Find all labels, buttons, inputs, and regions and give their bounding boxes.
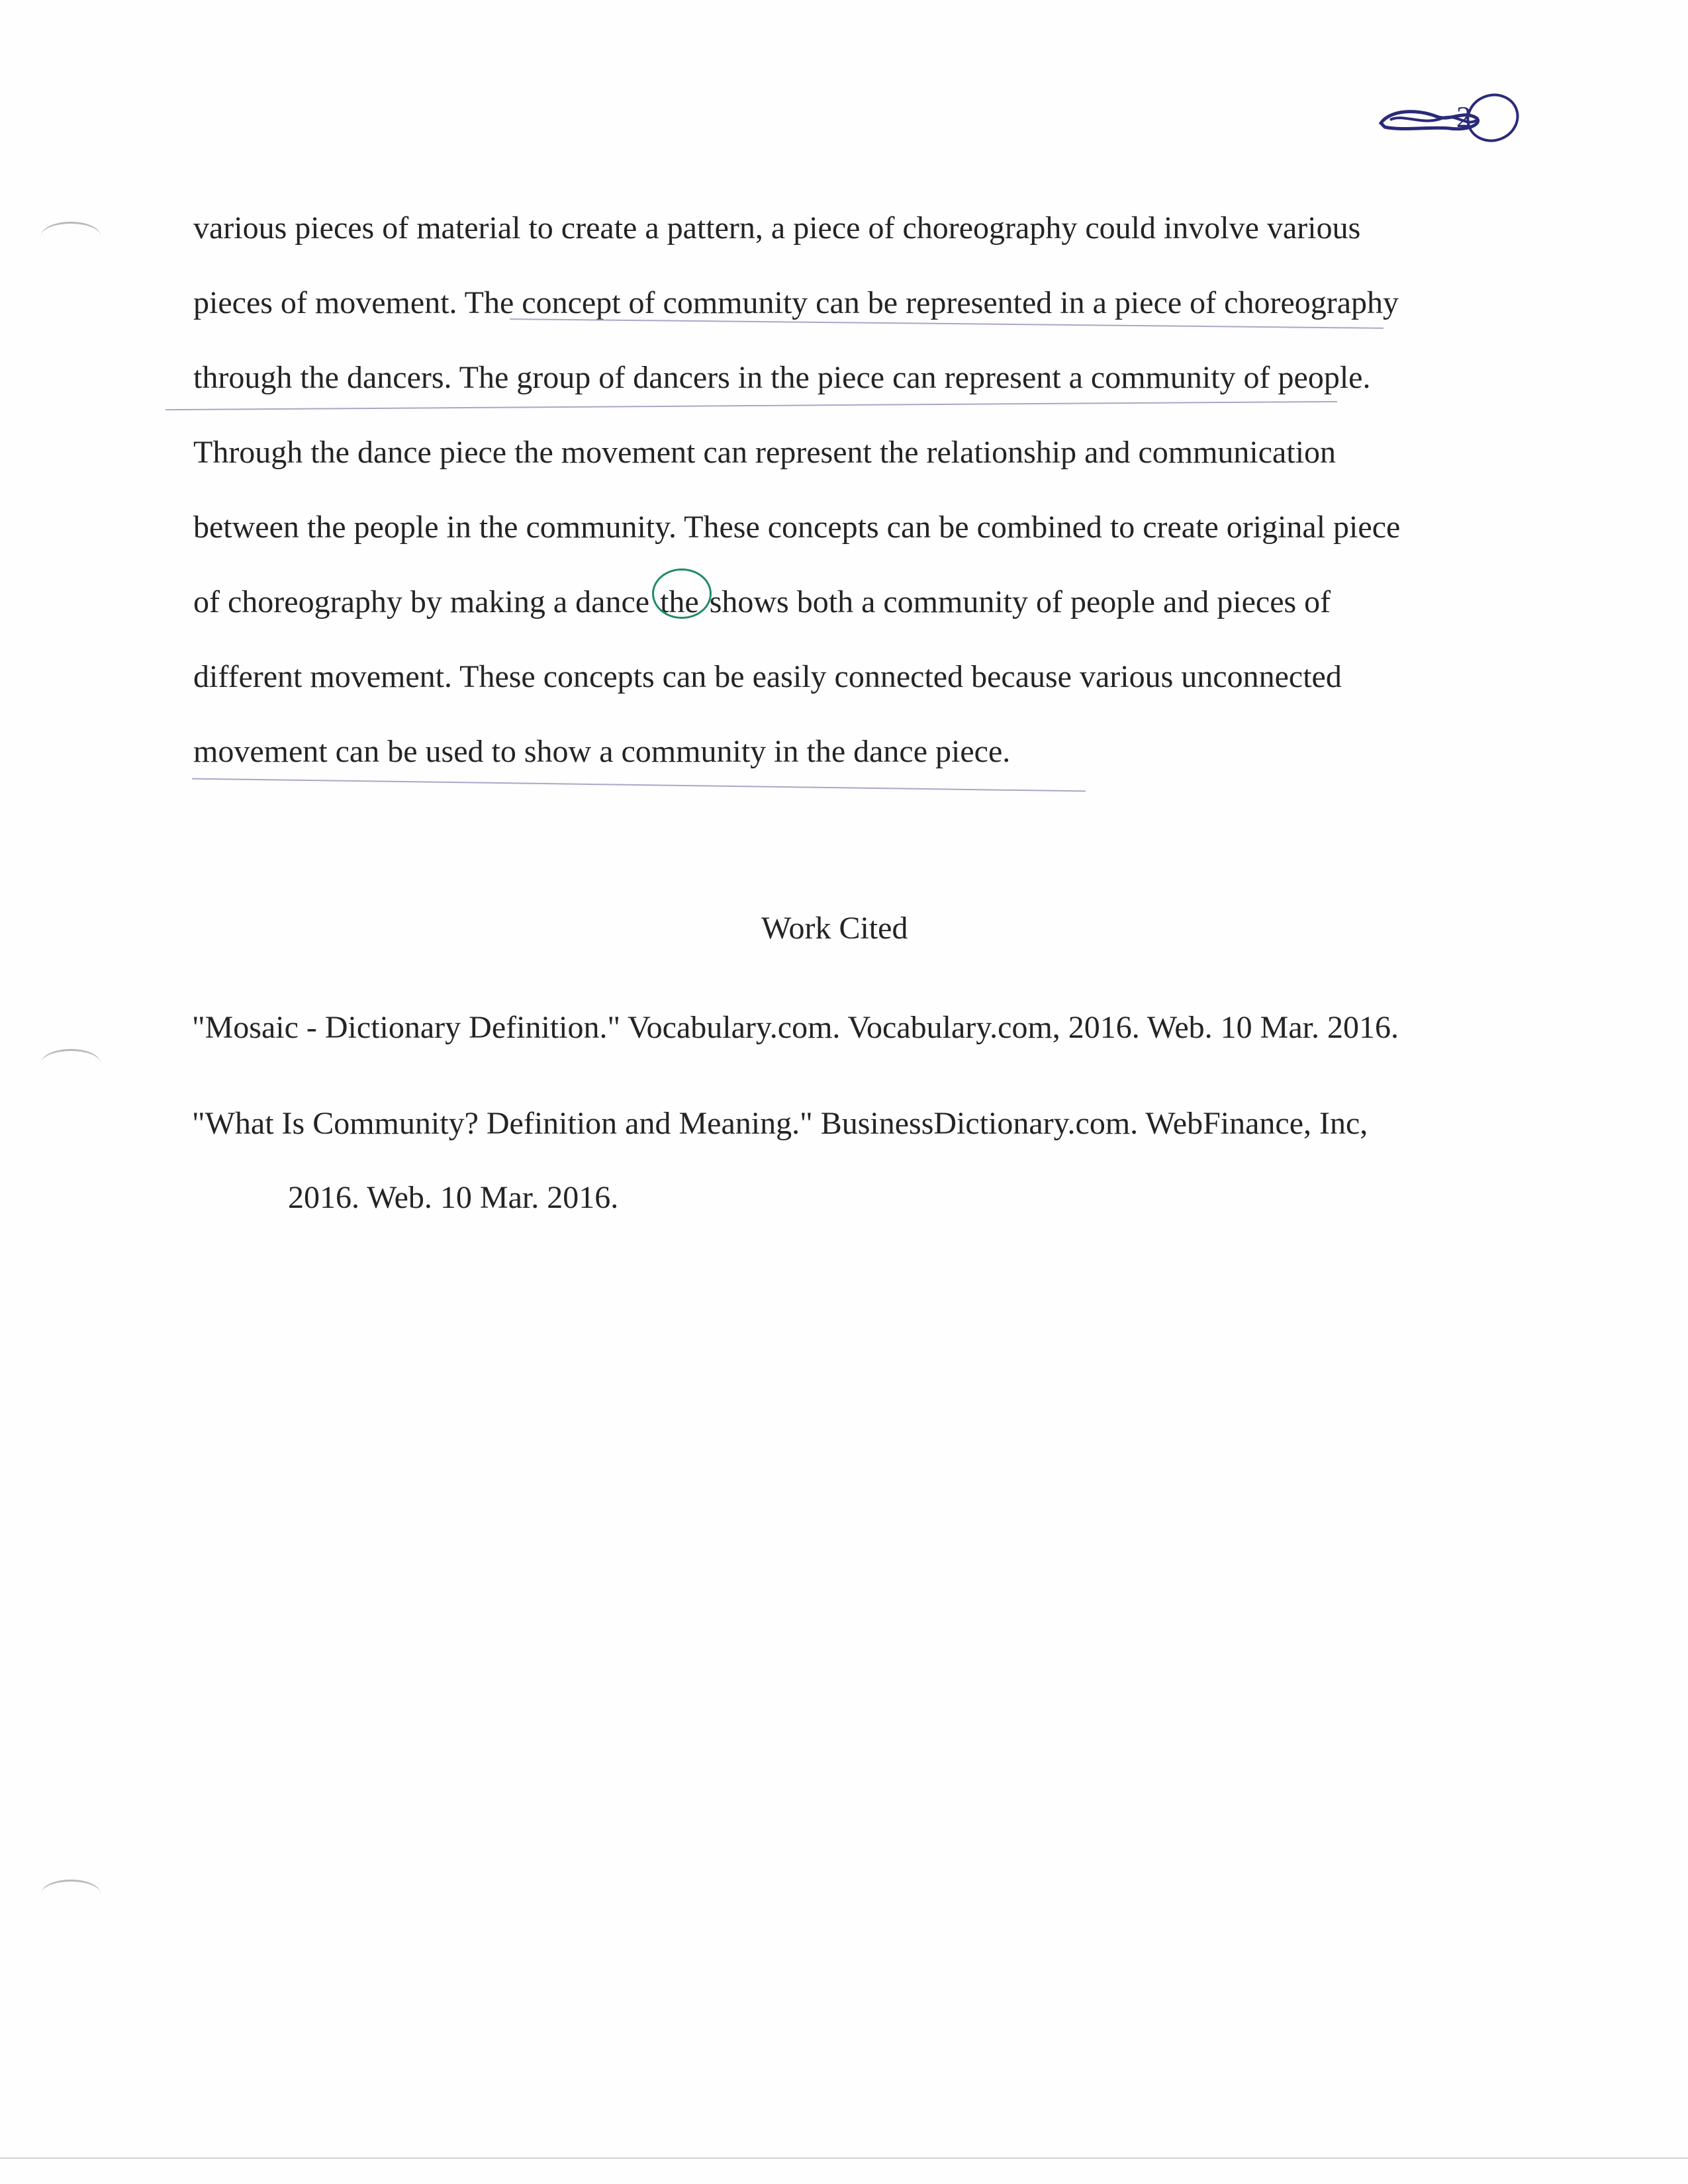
binder-hole-mark [41, 1049, 101, 1077]
binder-hole-mark [41, 1880, 101, 1908]
body-line-with-circle [193, 565, 1484, 639]
body-line-start: of choreography by making a dance [193, 584, 650, 619]
body-line: pieces of movement. The concept of community can be represented in a piece of choreography [193, 285, 1399, 320]
body-line: Through the dance piece the movement can represent the relationship and communication [193, 435, 1336, 470]
body-line: between the people in the community. These concepts can be combined to create original piece [193, 510, 1401, 545]
citation-entry: "What Is Community? Definition and Meaning." BusinessDictionary.com. WebFinance, Inc, [192, 1106, 1368, 1141]
page-number: 2 [1456, 100, 1472, 134]
binder-hole-mark [41, 222, 101, 250]
essay-body [193, 191, 1484, 789]
handwritten-page-mark [1377, 90, 1523, 150]
citation-entry: "Mosaic - Dictionary Definition." Vocabulary.com. Vocabulary.com, 2016. Web. 10 Mar. 2016. [192, 1010, 1399, 1045]
circled-word: the [657, 565, 702, 639]
body-line: through the dancers. The group of dancers in the piece can represent a community of people. [193, 360, 1371, 395]
body-line: movement can be used to show a community in the dance piece. [193, 734, 1011, 769]
body-line: different movement. These concepts can be easily connected because various unconnected [193, 659, 1342, 694]
scan-edge-line [0, 2158, 1688, 2159]
body-line: various pieces of material to create a pattern, a piece of choreography could involve various [193, 210, 1361, 246]
body-line-end: shows both a community of people and pieces of [709, 584, 1331, 619]
works-cited-heading: Work Cited [761, 911, 908, 946]
citation-entry-continued: 2016. Web. 10 Mar. 2016. [288, 1180, 619, 1215]
